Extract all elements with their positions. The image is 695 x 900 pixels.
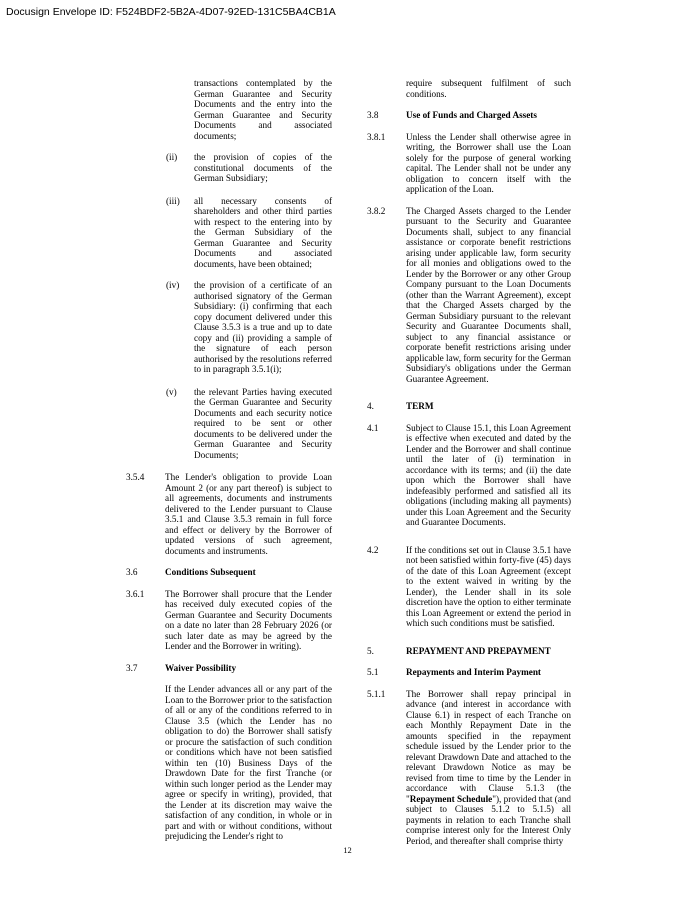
item-number: (iv)	[166, 280, 180, 290]
clause-4-1	[367, 423, 571, 528]
clause-text-part: The Borrower shall repay principal in advance (and interest in accordance with Clause 6.1) in respect of each Tranche on each Monthly Repayment Date in the amounts specified in the repayment schedule issued by the Lender prior to the relevant Drawdown Date and attached to the relevant Drawdown Notice as may be revised from time to time by the Lender in accordance with Clause 5.1.3 (the "	[406, 688, 571, 804]
clause-text: The Charged Assets charged to the Lender pursuant to the Security and Guarantee Documents shall, subject to any financial assistance or corporate benefit restrictions arising under applicable law, form security for all monies and obligations owed to the Lender by the Borrower or any other Group Company pursuant to the Loan Documents (other than the Warrant Agreement), except that the Charged Assets charged by the German Subsidiary pursuant to the relevant Security and Guarantee Documents shall, subject to any financial assistance or corporate benefit restrictions arising under applicable law, form security for the German Subsidiary's obligations under the German Guarantee Agreement.	[406, 205, 571, 384]
right-column	[367, 78, 571, 846]
clause-text: Unless the Lender shall otherwise agree in writing, the Borrower shall use the Loan solely for the purpose of general working capital. The Lender shall not be under any obligation to concern itself with the application of the Loan.	[406, 131, 571, 194]
item-text: all necessary consents of shareholders and other third parties with respect to the entering into by the German Subsidiary of the German Guarantee and Security Documents and associated documents, have been obtained;	[194, 195, 332, 269]
item-number: (ii)	[166, 152, 178, 162]
continued-paragraph: transactions contemplated by the German Guarantee and Security Documents and the entry into the German Guarantee and Security Documents and associated documents;	[194, 78, 332, 141]
clause-3-8-heading	[367, 110, 571, 121]
clause-3-5-4	[126, 472, 332, 556]
clause-title: Repayments and Interim Payment	[406, 667, 541, 677]
clause-3-8-1	[367, 132, 571, 195]
clause-title: REPAYMENT AND PREPAYMENT	[406, 645, 551, 656]
clause-number: 3.7	[126, 662, 138, 673]
page-number: 12	[343, 845, 352, 855]
clause-text	[406, 689, 571, 847]
clause-number: 4.2	[367, 544, 379, 555]
clause-text: Subject to Clause 15.1, this Loan Agreement is effective when executed and dated by the Lender and the Borrower and shall continue until the later of (i) termination in accordance with its terms; and (ii) the date upon which the Borrower shall have indefeasibly performed and satisfied all its obligations (including making all payments) under this Loan Agreement and the Security and Guarantee Documents.	[406, 422, 571, 527]
clause-text: If the conditions set out in Clause 3.5.1 have not been satisfied within forty-five (45) days of the date of this Loan Agreement (except to the extent waived in writing by the Lender), the Lender shall in its sole discretion have the option to either terminate this Loan Agreement or extend the period in which such conditions must be satisfied.	[406, 544, 571, 628]
clause-3-6-heading	[126, 567, 332, 578]
clause-number: 5.1	[367, 667, 379, 677]
clause-title: Use of Funds and Charged Assets	[406, 110, 537, 120]
item-text: the provision of copies of the constitutional documents of the German Subsidiary;	[194, 152, 332, 183]
clause-3-8-2	[367, 206, 571, 385]
envelope-id: Docusign Envelope ID: F524BDF2-5B2A-4D07-92ED-131C5BA4CB1A	[6, 6, 336, 18]
clause-number: 4.1	[367, 422, 379, 433]
clause-number: 3.8.1	[367, 131, 386, 142]
item-text: the provision of a certificate of an authorised signatory of the German Subsidiary: (i) confirming that each copy document delivered under this Clause 3.5.3 is a true and up to date copy and (ii) providing a sample of the signature of each person authorised by the resolutions referred to in paragraph 3.5.1(i);	[194, 280, 332, 374]
clause-title: Waiver Possibility	[165, 662, 237, 673]
continued-paragraph: require subsequent fulfilment of such conditions.	[406, 78, 571, 99]
clause-number: 5.1.1	[367, 688, 386, 699]
clause-text-part: "), provided that (and subject to Clauses 5.1.2 to 5.1.5) all payments in relation to each Tranche shall comprise interest only for the Interest Only Period, and thereafter shall comprise thirty	[406, 793, 571, 846]
clause-text: If the Lender advances all or any part of the Loan to the Borrower prior to the satisfaction of all or any of the conditions referred to in Clause 3.5 (which the Lender has no obligation to do) the Borrower shall satisfy or procure the satisfaction of such condition or conditions which have not been satisfied within ten (10) Business Days of the Drawdown Date for the first Tranche (or within such longer period as the Lender may agree or specify in writing), provided, that the Lender at its discretion may waive the satisfaction of any condition, in whole or in part and with or without conditions, without prejudicing the Lender's right to	[165, 684, 332, 841]
clause-title: Conditions Subsequent	[165, 567, 256, 577]
clause-number: 3.5.4	[126, 472, 145, 482]
clause-number: 3.8.2	[367, 205, 386, 216]
clause-3-7-heading	[126, 663, 332, 674]
clause-number: 5.	[367, 645, 374, 656]
clause-title: TERM	[406, 401, 434, 411]
clause-number: 3.6	[126, 567, 138, 577]
item-v	[126, 387, 332, 461]
clause-3-7-text	[126, 684, 332, 842]
item-number: (v)	[166, 386, 177, 397]
item-iii	[126, 196, 332, 270]
clause-5-1-1	[367, 689, 571, 847]
clause-text: The Lender's obligation to provide Loan Amount 2 (or any part thereof) is subject to all agreements, documents and instruments delivered to the Lender pursuant to Clause 3.5.1 and Clause 3.5.3 remain in full force and effect or delivery by the Borrower of updated versions of such agreement, documents and instruments.	[165, 472, 332, 556]
item-number: (iii)	[166, 195, 180, 206]
clause-5-heading	[367, 646, 571, 657]
clause-number: 3.6.1	[126, 588, 145, 599]
clause-5-1-heading	[367, 667, 571, 678]
clause-text: The Borrower shall procure that the Lender has received duly executed copies of the German Guarantee and Security Documents on a date no later than 28 February 2026 (or such later date as may be agreed by the Lender and the Borrower in writing).	[165, 588, 332, 651]
clause-4-2	[367, 545, 571, 629]
clause-3-6-1	[126, 589, 332, 652]
clause-4-heading	[367, 401, 571, 412]
item-iv	[126, 280, 332, 375]
item-ii	[126, 152, 332, 184]
clause-number: 4.	[367, 401, 374, 411]
left-column	[126, 78, 332, 842]
clause-number: 3.8	[367, 110, 379, 120]
item-text: the relevant Parties having executed the German Guarantee and Security Documents and each security notice required to be sent or other documents to be delivered under the German Guarantee and Security Documents;	[194, 386, 332, 460]
defined-term: Repayment Schedule	[409, 793, 493, 804]
